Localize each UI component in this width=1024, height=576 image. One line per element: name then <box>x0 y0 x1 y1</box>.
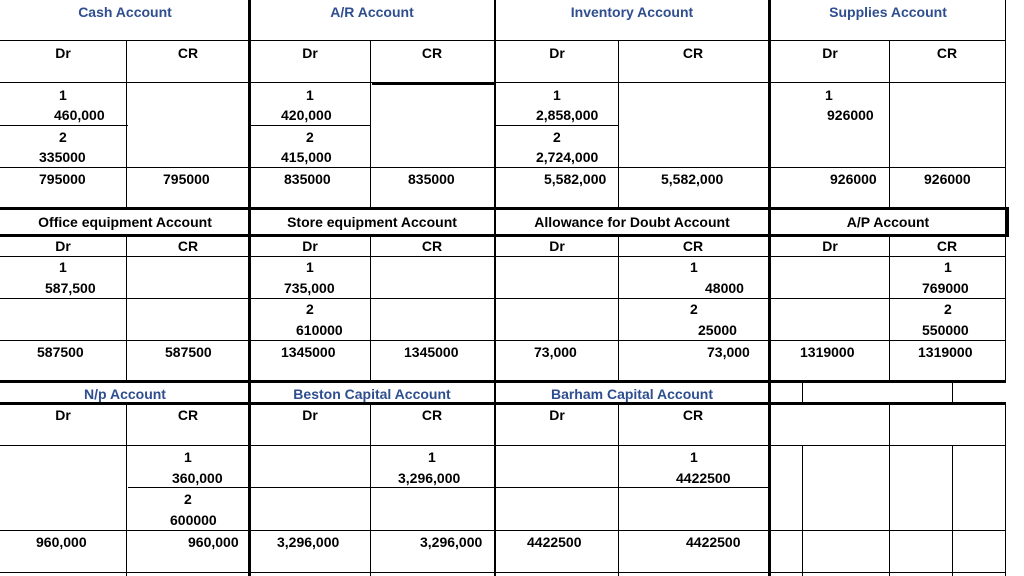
entry-value: 2,858,000 <box>536 107 599 123</box>
total-dr: 587500 <box>37 344 84 360</box>
dr-header: Dr <box>822 45 838 61</box>
entry-number: 1 <box>553 87 561 103</box>
total-cr: 587500 <box>165 344 212 360</box>
dr-header: Dr <box>55 238 71 254</box>
account-title: A/R Account <box>330 4 414 20</box>
total-dr: 1345000 <box>281 344 336 360</box>
cr-header: CR <box>936 238 958 254</box>
dr-header: Dr <box>549 407 565 423</box>
total-cr: 3,296,000 <box>420 534 483 550</box>
cr-header: CR <box>682 238 704 254</box>
account-title: A/P Account <box>846 214 930 230</box>
entry-value: 550000 <box>922 322 969 338</box>
total-cr: 795000 <box>163 171 210 187</box>
account-title: N/p Account <box>84 386 166 402</box>
dr-header: Dr <box>549 45 565 61</box>
entry-value: 360,000 <box>172 470 223 486</box>
entry-value: 460,000 <box>54 107 105 123</box>
dr-header: Dr <box>302 45 318 61</box>
account-title: Allowance for Doubt Account <box>534 214 730 230</box>
account-title: Barham Capital Account <box>550 386 714 402</box>
entry-value: 600000 <box>170 512 217 528</box>
cr-header: CR <box>421 238 443 254</box>
cr-header: CR <box>936 45 958 61</box>
total-cr: 1345000 <box>404 344 459 360</box>
dr-header: Dr <box>302 407 318 423</box>
total-cr: 1319000 <box>918 344 973 360</box>
entry-number: 2 <box>690 301 698 317</box>
entry-value: 335000 <box>39 149 86 165</box>
dr-header: Dr <box>302 238 318 254</box>
total-dr: 1319000 <box>800 344 855 360</box>
total-cr: 926000 <box>924 171 971 187</box>
cr-header: CR <box>682 45 704 61</box>
entry-number: 2 <box>306 301 314 317</box>
entry-number: 1 <box>825 87 833 103</box>
total-dr: 73,000 <box>534 344 577 360</box>
entry-value: 610000 <box>296 322 343 338</box>
entry-value: 769000 <box>922 280 969 296</box>
account-title: Store equipment Account <box>287 214 457 230</box>
account-title: Inventory Account <box>570 4 694 20</box>
total-cr: 5,582,000 <box>661 171 724 187</box>
account-title: Beston Capital Account <box>293 386 451 402</box>
cr-header: CR <box>421 407 443 423</box>
dr-header: Dr <box>822 238 838 254</box>
account-title: Office equipment Account <box>38 214 212 230</box>
entry-number: 1 <box>944 259 952 275</box>
entry-value: 48000 <box>705 280 744 296</box>
entry-value: 587,500 <box>45 280 96 296</box>
dr-header: Dr <box>55 45 71 61</box>
cr-header: CR <box>177 238 199 254</box>
account-title: Supplies Account <box>829 4 947 20</box>
entry-number: 2 <box>184 491 192 507</box>
entry-number: 1 <box>59 259 67 275</box>
entry-number: 1 <box>306 87 314 103</box>
entry-number: 2 <box>944 301 952 317</box>
entry-number: 1 <box>184 449 192 465</box>
entry-number: 1 <box>428 449 436 465</box>
total-cr: 835000 <box>408 171 455 187</box>
entry-number: 1 <box>59 87 67 103</box>
total-dr: 926000 <box>830 171 877 187</box>
entry-value: 420,000 <box>281 107 332 123</box>
entry-value: 3,296,000 <box>398 470 461 486</box>
total-cr: 960,000 <box>188 534 239 550</box>
cr-header: CR <box>421 45 443 61</box>
entry-number: 2 <box>306 129 314 145</box>
dr-header: Dr <box>549 238 565 254</box>
entry-number: 1 <box>690 449 698 465</box>
total-dr: 795000 <box>39 171 86 187</box>
entry-number: 2 <box>553 129 561 145</box>
entry-value: 415,000 <box>281 149 332 165</box>
entry-number: 1 <box>306 259 314 275</box>
entry-number: 1 <box>690 259 698 275</box>
total-dr: 5,582,000 <box>544 171 607 187</box>
total-dr: 835000 <box>284 171 331 187</box>
entry-value: 4422500 <box>676 470 731 486</box>
total-dr: 3,296,000 <box>277 534 340 550</box>
total-cr: 4422500 <box>686 534 741 550</box>
cr-header: CR <box>177 407 199 423</box>
total-cr: 73,000 <box>707 344 750 360</box>
entry-value: 926000 <box>827 107 874 123</box>
cr-header: CR <box>177 45 199 61</box>
total-dr: 960,000 <box>36 534 87 550</box>
dr-header: Dr <box>55 407 71 423</box>
entry-value: 25000 <box>698 322 737 338</box>
entry-value: 735,000 <box>284 280 335 296</box>
entry-number: 2 <box>59 129 67 145</box>
entry-value: 2,724,000 <box>536 149 599 165</box>
account-title: Cash Account <box>78 4 172 20</box>
total-dr: 4422500 <box>527 534 582 550</box>
cr-header: CR <box>682 407 704 423</box>
